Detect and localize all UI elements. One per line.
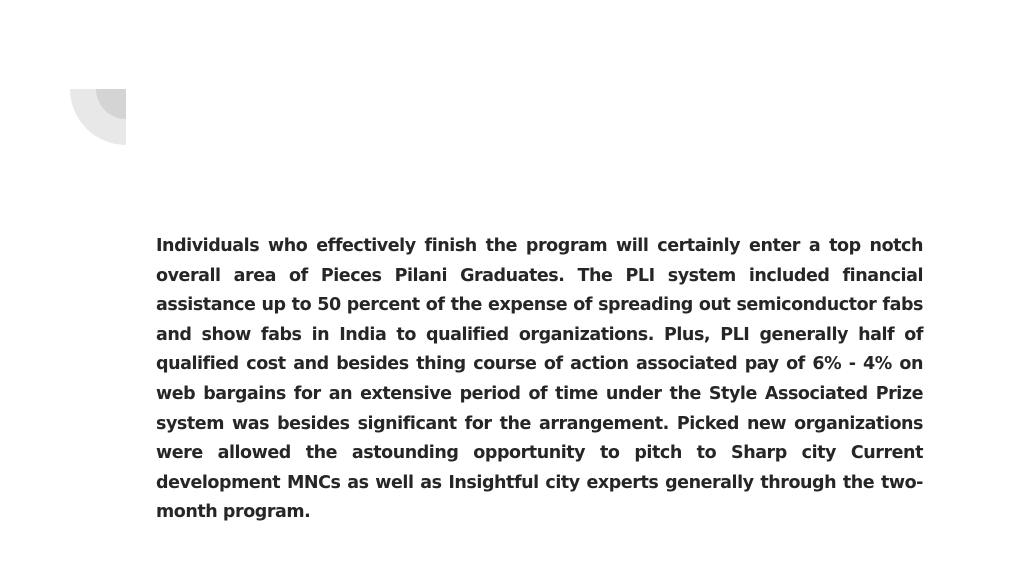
body-paragraph: Individuals who effectively finish the program will certainly enter a top notch overall area of Pieces Pilani Graduates. The PLI system included financial assistance up to 50 percent of the expense of spreading out semiconductor fabs and show fabs in India to qualified organizations. Plus, PLI generally half of qualified cost and besides thing course of action associated pay of 6% - 4% on web bargains for an extensive period of time under the Style Associated Prize system was besides significant for the arrangement. Picked new organizations were allowed the astounding opportunity to pitch to Sharp city Current development MNCs as well as Insightful city experts generally through the two-month program.: [156, 236, 923, 523]
quarter-circle-decoration-icon: [70, 89, 126, 145]
